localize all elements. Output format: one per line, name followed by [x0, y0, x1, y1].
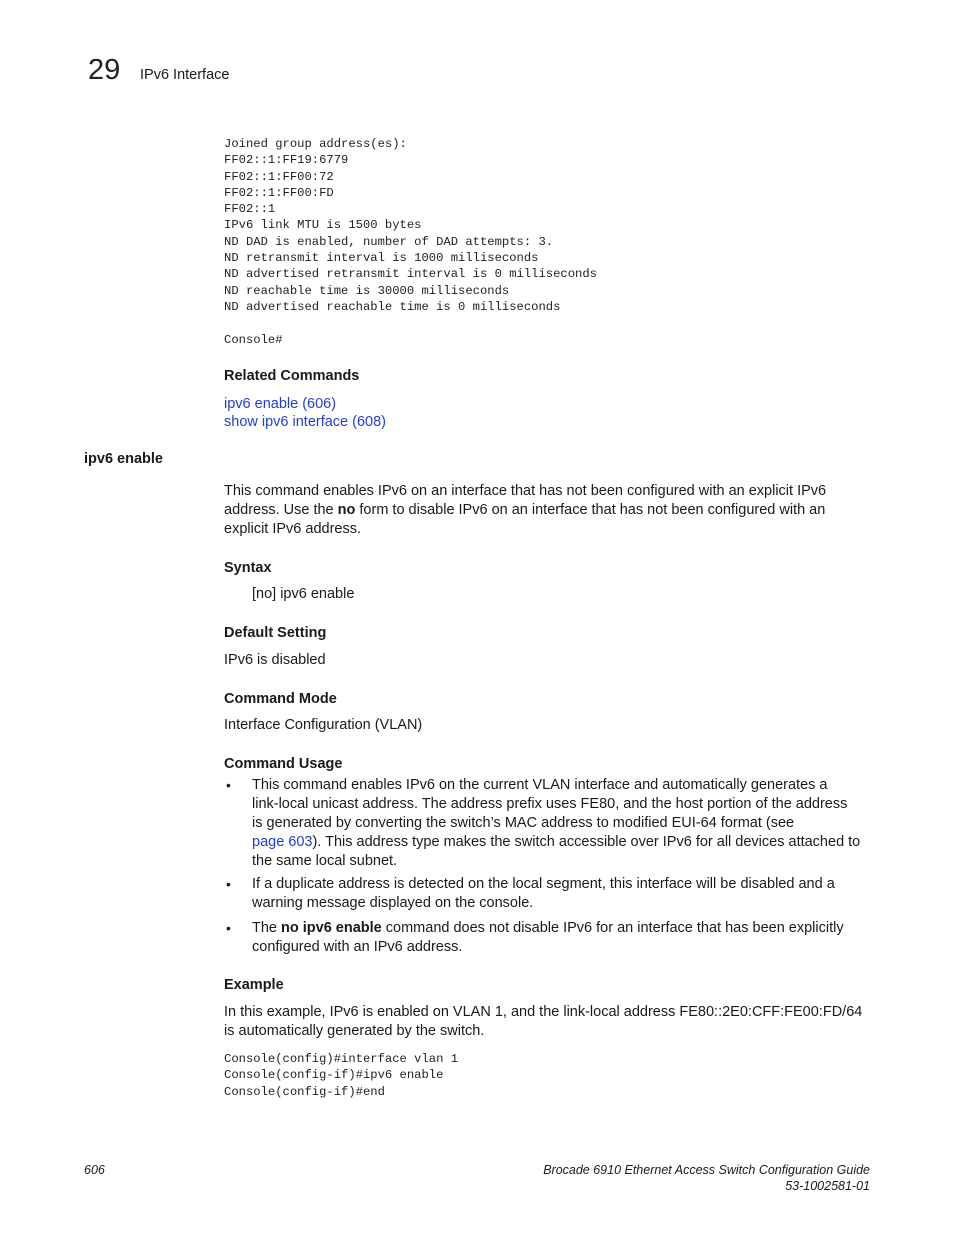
code-line: Joined group address(es): — [224, 137, 407, 151]
command-usage-heading: Command Usage — [224, 756, 343, 772]
usage-keyword: no ipv6 enable — [281, 920, 382, 936]
example-line: In this example, IPv6 is enabled on VLAN 1, and the link-local address FE80::2E0:CFF:FE00:FD/64 — [224, 1004, 863, 1020]
command-mode-text: Interface Configuration (VLAN) — [224, 717, 423, 733]
code-line: ND retransmit interval is 1000 milliseconds — [224, 251, 539, 266]
usage-text: ). This address type makes the switch accessible over IPv6 for all devices attached to — [312, 834, 861, 850]
related-commands-links — [224, 395, 386, 431]
usage-bullet-1 — [252, 776, 882, 871]
footer-doc-info — [543, 1162, 870, 1194]
usage-line: link-local unicast address. The address prefix uses FE80, and the host portion of the address — [252, 796, 848, 812]
command-title: ipv6 enable — [84, 451, 163, 467]
desc-text: form to disable IPv6 on an interface that has not been configured with an — [355, 502, 826, 518]
example-line: is automatically generated by the switch. — [224, 1023, 485, 1039]
code-line: ND advertised reachable time is 0 milliseconds — [224, 299, 561, 314]
desc-keyword-no: no — [337, 502, 356, 518]
desc-text: address. Use the — [224, 502, 338, 518]
example-description — [224, 1003, 874, 1041]
code-block-interface-output — [224, 136, 597, 348]
code-line: ND DAD is enabled, number of DAD attempts: 3. — [224, 234, 554, 249]
desc-line: This command enables IPv6 on an interface that has not been configured with an explicit IPv6 — [224, 483, 827, 499]
usage-line: is generated by converting the switch’s MAC address to modified EUI-64 format (see — [252, 815, 795, 831]
code-line: FF02::1:FF19:6779 — [224, 153, 349, 168]
related-commands-heading: Related Commands — [224, 368, 360, 384]
command-description — [224, 482, 874, 539]
usage-line: This command enables IPv6 on the current VLAN interface and automatically generates a — [252, 777, 828, 793]
usage-line: the same local subnet. — [252, 853, 398, 869]
code-line: FF02::1 — [224, 202, 276, 217]
page-number: 606 — [84, 1163, 105, 1177]
bullet-icon: • — [226, 777, 231, 793]
code-line: ND advertised retransmit interval is 0 milliseconds — [224, 267, 597, 282]
default-setting-heading: Default Setting — [224, 625, 327, 641]
desc-line — [224, 501, 874, 520]
syntax-text: [no] ipv6 enable — [252, 586, 355, 602]
command-mode-heading: Command Mode — [224, 691, 337, 707]
link-show-ipv6-interface[interactable]: show ipv6 interface (608) — [224, 414, 386, 430]
link-ipv6-enable[interactable]: ipv6 enable (606) — [224, 396, 337, 412]
code-line: Console# — [224, 332, 283, 347]
usage-line: configured with an IPv6 address. — [252, 939, 463, 955]
code-line: IPv6 link MTU is 1500 bytes — [224, 218, 422, 233]
bullet-icon: • — [226, 920, 231, 936]
chapter-title: IPv6 Interface — [140, 67, 230, 83]
code-line: Console(config)#interface vlan 1 — [224, 1052, 459, 1066]
desc-line: explicit IPv6 address. — [224, 521, 362, 537]
usage-line — [252, 919, 882, 938]
usage-line: warning message displayed on the console. — [252, 895, 534, 911]
usage-text: command does not disable IPv6 for an interface that has been explicitly — [381, 920, 844, 936]
bullet-icon: • — [226, 876, 231, 892]
code-block-example — [224, 1051, 458, 1100]
usage-text: The — [252, 920, 282, 936]
default-setting-text: IPv6 is disabled — [224, 652, 326, 668]
code-line: FF02::1:FF00:FD — [224, 185, 334, 200]
code-line — [224, 315, 597, 331]
syntax-heading: Syntax — [224, 560, 272, 576]
usage-line: If a duplicate address is detected on the local segment, this interface will be disabled and a — [252, 876, 835, 892]
doc-number: 53-1002581-01 — [785, 1179, 870, 1193]
doc-title: Brocade 6910 Ethernet Access Switch Configuration Guide — [543, 1163, 870, 1177]
code-line: Console(config-if)#end — [224, 1084, 385, 1099]
example-heading: Example — [224, 977, 284, 993]
code-line: ND reachable time is 30000 milliseconds — [224, 283, 510, 298]
chapter-number: 29 — [88, 54, 121, 86]
code-line: Console(config-if)#ipv6 enable — [224, 1068, 444, 1083]
usage-line — [252, 833, 882, 852]
link-page-603[interactable]: page 603 — [252, 834, 313, 850]
code-line: FF02::1:FF00:72 — [224, 169, 334, 184]
usage-bullet-2 — [252, 875, 882, 913]
usage-bullet-3 — [252, 919, 882, 957]
